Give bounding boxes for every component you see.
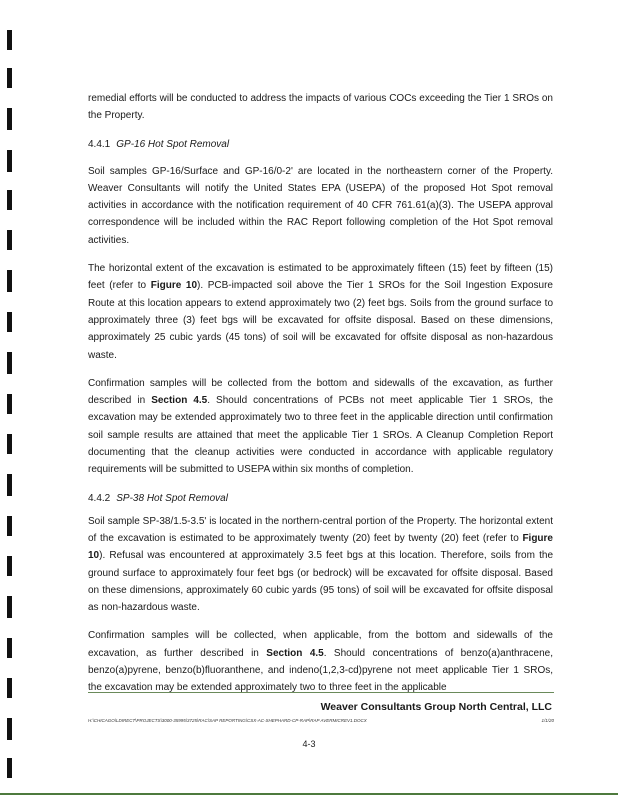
paragraph bbox=[88, 260, 553, 364]
binder-mark bbox=[7, 30, 12, 50]
text-run: Confirmation samples will be collected, when applicable, from the bottom and sidewalls of the excavation, as further described in bbox=[88, 630, 553, 659]
section-heading-4-4-2 bbox=[88, 490, 553, 507]
paragraph bbox=[88, 627, 553, 696]
text-run: Soil sample SP-38/1.5-3.5' is located in the northern-central portion of the Property. The horizontal extent of the excavation is estimated to be approximately twenty (20) feet by twenty (20) feet (refer to bbox=[88, 515, 553, 544]
figure-reference: Figure 10 bbox=[88, 532, 553, 562]
text-run: ). PCB-impacted soil above the Tier 1 SROs for the Soil Ingestion Exposure Route at this location appears to extend approximately two (2) feet bgs. Soils from the ground surface to approximately three (3) feet bgs will be excavated for offsite disposal. Based on these dimensions, approximately 25 cubic yards (45 tons) of soil will be excavated for offsite disposal as non-hazardous waste. bbox=[88, 280, 553, 361]
footer-file-path: H:\CHICAGO\LDIRECT\PROJECTS\3000-35995\3725\RAC\SAP REPORTING\CSX-AC-SHEPHARD-CP-RAP\RAP AVERMICREV1.DOCX bbox=[88, 718, 367, 723]
binder-mark bbox=[7, 474, 12, 496]
document-body bbox=[88, 90, 553, 708]
section-title: SP-38 Hot Spot Removal bbox=[116, 492, 228, 504]
binder-mark bbox=[7, 556, 12, 576]
paragraph-intro: remedial efforts will be conducted to address the impacts of various COCs exceeding the Tier 1 SROs on the Property. bbox=[88, 93, 553, 122]
text-run: . Should concentrations of PCBs not meet applicable Tier 1 SROs, the excavation may be extended approximately two to three feet in the applicable direction until confirmation soil sample results are attained that meet the applicable Tier 1 SROs. A Cleanup Completion Report documenting that the cleanup activities were conducted in accordance with applicable regulatory requirements will be submitted to USEPA within six months of completion. bbox=[88, 395, 554, 476]
section-number: 4.4.1 bbox=[88, 138, 111, 150]
binder-mark bbox=[7, 352, 12, 374]
text-run: The horizontal extent of the excavation is estimated to be approximately fifteen (15) feet by fifteen (15) feet (refer to bbox=[88, 263, 553, 292]
paragraph bbox=[88, 375, 553, 479]
paragraph: Soil samples GP-16/Surface and GP-16/0-2' are located in the northeastern corner of the Property. Weaver Consultants will notify the United States EPA (USEPA) of the proposed Hot Spot removal activities in accordance with the notification requirement of 40 CFR 761.61(a)(3). The USEPA approval correspondence will be included within the RAC Report following completion of the Hot Spot removal activities. bbox=[88, 165, 553, 246]
text-run: . Should concentrations of benzo(a)anthracene, benzo(a)pyrene, benzo(b)fluoranthene, and indeno(1,2,3-cd)pyrene not meet applicable Tier 1 SROs, the excavation may be extended approximately two to three feet in the applicable bbox=[88, 647, 553, 694]
page-number: 4-3 bbox=[302, 739, 316, 749]
binder-mark bbox=[7, 758, 12, 778]
binder-mark bbox=[7, 230, 12, 250]
binder-mark bbox=[7, 516, 12, 536]
binder-mark bbox=[7, 108, 12, 130]
binder-mark bbox=[7, 190, 12, 210]
binder-mark bbox=[7, 638, 12, 658]
binder-mark bbox=[7, 718, 12, 740]
binder-mark bbox=[7, 434, 12, 454]
binder-mark bbox=[7, 596, 12, 618]
section-heading-4-4-1 bbox=[88, 136, 553, 153]
paragraph bbox=[88, 513, 553, 617]
binder-mark bbox=[7, 270, 12, 292]
bottom-rule bbox=[0, 793, 618, 795]
figure-reference: Figure 10 bbox=[150, 280, 198, 292]
text-run: ). Refusal was encountered at approximately 3.5 feet bgs at this location. Therefore, soils from the ground surface to approximately four feet bgs (or bedrock) will be excavated for offsite disposal. Based on these dimensions, approximately 60 cubic yards (95 tons) of soil will be excavated for offsite disposal as non-hazardous waste. bbox=[88, 550, 553, 614]
section-reference: Section 4.5 bbox=[151, 395, 208, 407]
section-number: 4.4.2 bbox=[88, 492, 111, 504]
binder-mark bbox=[7, 150, 12, 172]
footer-file-path-row bbox=[88, 718, 554, 723]
binder-mark bbox=[7, 312, 12, 332]
section-reference: Section 4.5 bbox=[266, 647, 324, 659]
footer-date: 1/1/20 bbox=[541, 718, 554, 723]
section-title: GP-16 Hot Spot Removal bbox=[116, 138, 230, 150]
binder-mark bbox=[7, 68, 12, 88]
binder-mark bbox=[7, 394, 12, 414]
text-run: Confirmation samples will be collected from the bottom and sidewalls of the excavation, as further described in bbox=[88, 377, 553, 407]
footer-rule bbox=[88, 692, 554, 693]
binder-mark bbox=[7, 678, 12, 698]
footer-company: Weaver Consultants Group North Central, LLC bbox=[320, 701, 552, 713]
